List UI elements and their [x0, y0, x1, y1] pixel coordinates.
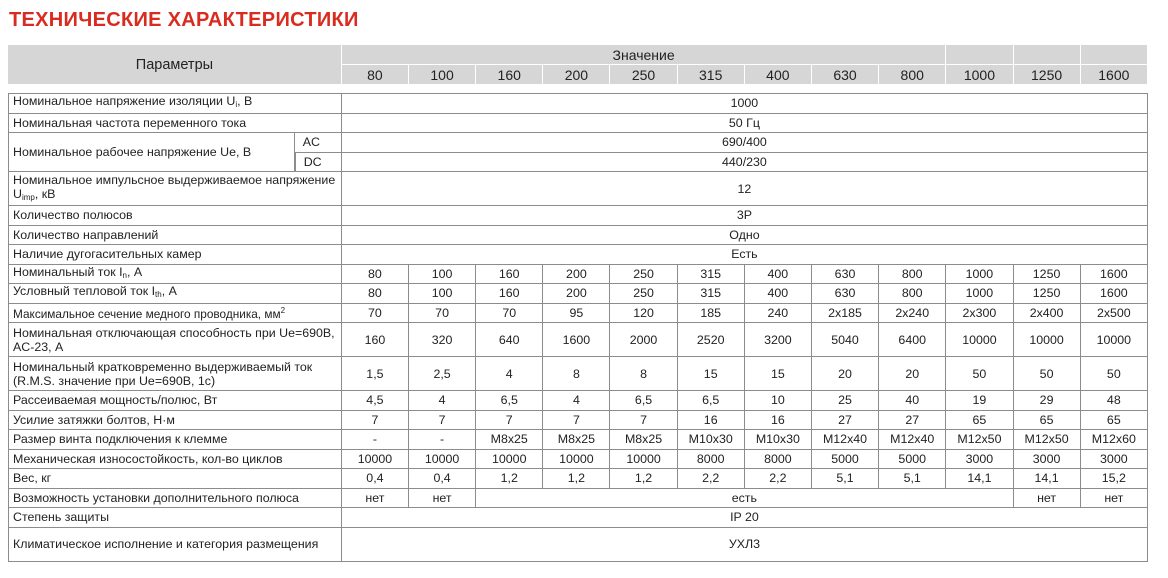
value-cell: 640 — [476, 323, 543, 357]
param-value: 440/230 — [342, 153, 1148, 173]
value-cell: 15,2 — [1081, 469, 1148, 489]
value-cell: 14,1 — [946, 469, 1013, 489]
value-cell: 14,1 — [1014, 469, 1081, 489]
value-cell: 70 — [409, 304, 476, 324]
value-cell: 4 — [476, 357, 543, 391]
rating-header: 250 — [610, 65, 677, 85]
table-row — [8, 284, 1148, 304]
param-label: Количество полюсов — [8, 206, 342, 226]
value-cell: 800 — [879, 265, 946, 285]
param-label: Размер винта подключения к клемме — [8, 430, 342, 450]
value-cell: 8000 — [678, 450, 745, 470]
value-cell: 20 — [812, 357, 879, 391]
value-cell: 6,5 — [610, 391, 677, 411]
value-cell: 630 — [812, 284, 879, 304]
param-sublabel: AC — [295, 133, 342, 153]
value-cell: 19 — [946, 391, 1013, 411]
param-label: Номинальное напряжение изоляции $U_i$, В — [8, 93, 342, 114]
table-row — [8, 226, 1148, 246]
param-label: Номинальная отключающая способность при Ue=690В, AC-23, А — [8, 323, 342, 357]
param-label: Климатическое исполнение и категория размещения — [8, 528, 342, 562]
param-value: Одно — [342, 226, 1148, 246]
table-row — [8, 114, 1148, 134]
value-cell: 7 — [409, 411, 476, 431]
value-cell: 200 — [543, 265, 610, 285]
header-row-1 — [8, 45, 1148, 65]
value-cell: 1000 — [946, 265, 1013, 285]
value-cell: 315 — [678, 265, 745, 285]
value-cell: 3000 — [1081, 450, 1148, 470]
param-label: Усилие затяжки болтов, Н·м — [8, 411, 342, 431]
value-cell: 1000 — [946, 284, 1013, 304]
value-cell: 8 — [610, 357, 677, 391]
value-cell: 1,5 — [342, 357, 409, 391]
value-cell: 95 — [543, 304, 610, 324]
value-cell: 630 — [812, 265, 879, 285]
value-cell: 50 — [946, 357, 1013, 391]
value-cell: 2000 — [610, 323, 677, 357]
param-label: Номинальный ток $I_n$, А — [8, 265, 342, 285]
table-row — [8, 528, 1148, 562]
value-cell: 10000 — [409, 450, 476, 470]
value-cell: 160 — [476, 265, 543, 285]
value-cell: 1600 — [543, 323, 610, 357]
value-cell: 5000 — [879, 450, 946, 470]
table-row — [8, 93, 1148, 114]
value-cell: 10000 — [946, 323, 1013, 357]
table-row — [8, 245, 1148, 265]
value-cell: 4 — [409, 391, 476, 411]
value-cell: 7 — [610, 411, 677, 431]
table-row — [8, 469, 1148, 489]
table-row — [8, 489, 1148, 509]
param-value: Есть — [342, 245, 1148, 265]
value-cell: 50 — [1014, 357, 1081, 391]
table-row — [8, 508, 1148, 528]
value-cell: нет — [409, 489, 476, 509]
value-cell: нет — [1081, 489, 1148, 509]
value-cell: - — [409, 430, 476, 450]
spec-table — [8, 45, 1148, 562]
value-cell: 65 — [1081, 411, 1148, 431]
value-cell: 0,4 — [342, 469, 409, 489]
value-cell: 100 — [409, 265, 476, 285]
value-cell: 315 — [678, 284, 745, 304]
value-cell: M10x30 — [745, 430, 812, 450]
value-cell: 2x185 — [812, 304, 879, 324]
page-title: ТЕХНИЧЕСКИЕ ХАРАКТЕРИСТИКИ — [9, 9, 359, 31]
value-cell: 1,2 — [610, 469, 677, 489]
value-cell: 7 — [543, 411, 610, 431]
table-row — [8, 304, 1148, 324]
value-cell: 80 — [342, 265, 409, 285]
param-label: Рассеиваемая мощность/полюс, Вт — [8, 391, 342, 411]
value-cell: 2x500 — [1081, 304, 1148, 324]
value-cell: M10x30 — [678, 430, 745, 450]
value-cell: 65 — [946, 411, 1013, 431]
value-cell: 16 — [745, 411, 812, 431]
value-cell: 5000 — [812, 450, 879, 470]
value-cell: 16 — [678, 411, 745, 431]
value-cell: есть — [476, 489, 1013, 509]
params-header: Параметры — [8, 45, 342, 85]
value-cell: 80 — [342, 284, 409, 304]
value-cell: 6,5 — [476, 391, 543, 411]
value-cell: M12x40 — [879, 430, 946, 450]
value-cell: 70 — [342, 304, 409, 324]
value-cell: 1600 — [1081, 265, 1148, 285]
value-cell: M8x25 — [543, 430, 610, 450]
value-cell: 250 — [610, 265, 677, 285]
value-cell: 1250 — [1014, 284, 1081, 304]
value-cell: 3000 — [946, 450, 1013, 470]
table-row — [8, 411, 1148, 431]
rating-header: 100 — [409, 65, 476, 85]
value-cell: 7 — [476, 411, 543, 431]
value-cell: 160 — [476, 284, 543, 304]
param-label: Номинальный кратковременно выдерживаемый ток (R.M.S. значение при Ue=690В, 1с) — [8, 357, 342, 391]
param-value: УХЛ3 — [342, 528, 1148, 562]
param-label: Максимальное сечение медного проводника, $мм^2$ — [8, 304, 342, 324]
value-cell: 5,1 — [879, 469, 946, 489]
table-row — [8, 133, 1148, 153]
value-cell: 2x400 — [1014, 304, 1081, 324]
param-label: Возможность установки дополнительного полюса — [8, 489, 342, 509]
value-cell: 50 — [1081, 357, 1148, 391]
value-cell: - — [342, 430, 409, 450]
value-cell: M8x25 — [476, 430, 543, 450]
value-cell: 10000 — [476, 450, 543, 470]
value-header: Значение — [342, 45, 947, 65]
value-cell: 10000 — [342, 450, 409, 470]
param-sublabel: DC — [295, 153, 342, 173]
rating-header: 1000 — [946, 65, 1013, 85]
rating-header: 630 — [812, 65, 879, 85]
value-cell: 120 — [610, 304, 677, 324]
value-cell: 2,2 — [745, 469, 812, 489]
rating-header: 200 — [543, 65, 610, 85]
value-cell: 240 — [745, 304, 812, 324]
param-value: 12 — [342, 172, 1148, 206]
table-row — [8, 206, 1148, 226]
value-cell: 70 — [476, 304, 543, 324]
value-cell: нет — [1014, 489, 1081, 509]
value-cell: M12x60 — [1081, 430, 1148, 450]
param-label: Номинальная частота переменного тока — [8, 114, 342, 134]
value-cell: 40 — [879, 391, 946, 411]
value-cell: 1250 — [1014, 265, 1081, 285]
value-cell: 2x240 — [879, 304, 946, 324]
table-row — [8, 450, 1148, 470]
param-label: Вес, кг — [8, 469, 342, 489]
value-cell: 1600 — [1081, 284, 1148, 304]
header-blank — [1014, 45, 1081, 65]
value-cell: 2520 — [678, 323, 745, 357]
param-value: 690/400 — [342, 133, 1148, 153]
param-label: Номинальное импульсное выдерживаемое напряжение $U_{imp}$, кВ — [8, 172, 342, 206]
value-cell: 0,4 — [409, 469, 476, 489]
value-cell: 10000 — [1081, 323, 1148, 357]
value-cell: 20 — [879, 357, 946, 391]
value-cell: нет — [342, 489, 409, 509]
param-label: Степень защиты — [8, 508, 342, 528]
rating-header: 400 — [745, 65, 812, 85]
value-cell: 5040 — [812, 323, 879, 357]
value-cell: 3000 — [1014, 450, 1081, 470]
value-cell: M12x40 — [812, 430, 879, 450]
value-cell: 10000 — [610, 450, 677, 470]
value-cell: 10000 — [1014, 323, 1081, 357]
value-cell: 1,2 — [543, 469, 610, 489]
value-cell: 2,5 — [409, 357, 476, 391]
param-label: Наличие дугогасительных камер — [8, 245, 342, 265]
param-label: Номинальное рабочее напряжение Ue, В — [8, 133, 295, 172]
param-label: Механическая износостойкость, кол-во циклов — [8, 450, 342, 470]
header-blank — [946, 45, 1013, 65]
value-cell: 25 — [812, 391, 879, 411]
param-value: 50 Гц — [342, 114, 1148, 134]
value-cell: 160 — [342, 323, 409, 357]
param-value: IP 20 — [342, 508, 1148, 528]
value-cell: 15 — [745, 357, 812, 391]
table-row — [8, 391, 1148, 411]
value-cell: 250 — [610, 284, 677, 304]
value-cell: 200 — [543, 284, 610, 304]
value-cell: 5,1 — [812, 469, 879, 489]
rating-header: 80 — [342, 65, 409, 85]
value-cell: 29 — [1014, 391, 1081, 411]
rating-header: 1250 — [1014, 65, 1081, 85]
value-cell: 6400 — [879, 323, 946, 357]
param-value: 1000 — [342, 93, 1148, 114]
value-cell: 2x300 — [946, 304, 1013, 324]
value-cell: 320 — [409, 323, 476, 357]
param-label: Условный тепловой ток $I_{th}$, А — [8, 284, 342, 304]
value-cell: 1,2 — [476, 469, 543, 489]
table-row — [8, 430, 1148, 450]
value-cell: 27 — [879, 411, 946, 431]
rating-header: 1600 — [1081, 65, 1148, 85]
value-cell: 400 — [745, 284, 812, 304]
value-cell: 10 — [745, 391, 812, 411]
rating-header: 315 — [678, 65, 745, 85]
value-cell: 65 — [1014, 411, 1081, 431]
header-blank — [1081, 45, 1148, 65]
value-cell: 8 — [543, 357, 610, 391]
value-cell: M12x50 — [1014, 430, 1081, 450]
value-cell: M8x25 — [610, 430, 677, 450]
value-cell: 7 — [342, 411, 409, 431]
table-row — [8, 357, 1148, 391]
value-cell: 4 — [543, 391, 610, 411]
rating-header: 800 — [879, 65, 946, 85]
table-row — [8, 323, 1148, 357]
value-cell: 10000 — [543, 450, 610, 470]
value-cell: 185 — [678, 304, 745, 324]
rating-header: 160 — [476, 65, 543, 85]
value-cell: 400 — [745, 265, 812, 285]
table-row — [8, 265, 1148, 285]
table-row — [8, 172, 1148, 206]
value-cell: 48 — [1081, 391, 1148, 411]
value-cell: M12x50 — [946, 430, 1013, 450]
value-cell: 3200 — [745, 323, 812, 357]
value-cell: 2,2 — [678, 469, 745, 489]
param-label: Количество направлений — [8, 226, 342, 246]
value-cell: 15 — [678, 357, 745, 391]
value-cell: 27 — [812, 411, 879, 431]
value-cell: 100 — [409, 284, 476, 304]
value-cell: 8000 — [745, 450, 812, 470]
value-cell: 6,5 — [678, 391, 745, 411]
param-value: 3P — [342, 206, 1148, 226]
value-cell: 800 — [879, 284, 946, 304]
value-cell: 4,5 — [342, 391, 409, 411]
